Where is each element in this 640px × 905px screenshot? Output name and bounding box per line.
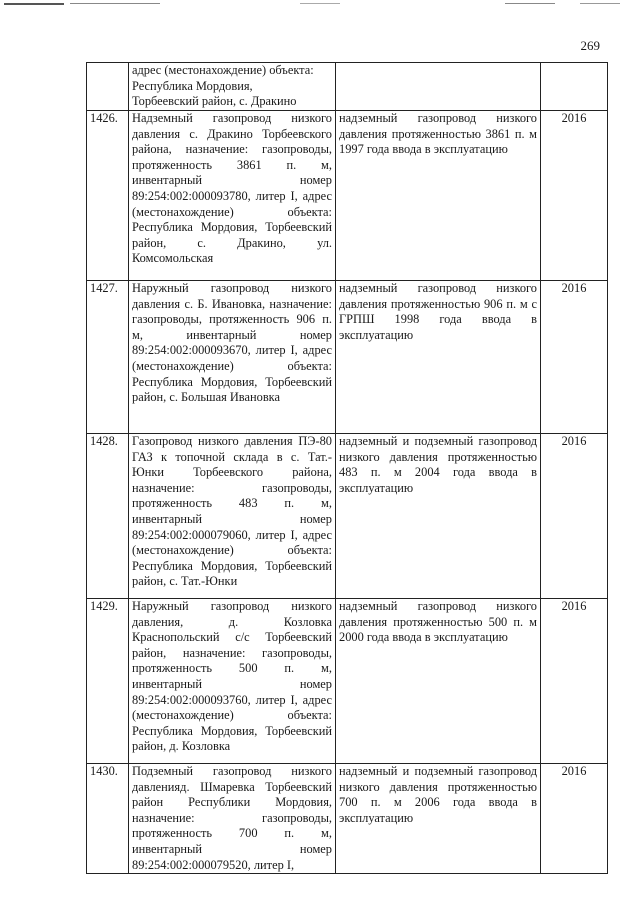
row-number: 1426. <box>87 111 129 281</box>
property-registry-table <box>86 62 608 874</box>
object-description: надземный и подземный газопровод низкого давления протяженностью 700 п. м 2006 года ввода в эксплуатацию <box>336 764 541 874</box>
table-row-continuation <box>87 63 608 111</box>
table-row <box>87 434 608 599</box>
page-number: 269 <box>580 38 600 53</box>
table-row <box>87 599 608 764</box>
object-description: надземный газопровод низкого давления протяженностью 500 п. м 2000 года ввода в эксплуатацию <box>336 599 541 764</box>
object-year: 2016 <box>541 111 608 281</box>
object-year <box>541 63 608 111</box>
object-year: 2016 <box>541 599 608 764</box>
row-number: 1428. <box>87 434 129 599</box>
object-year: 2016 <box>541 434 608 599</box>
object-name: адрес (местонахождение) объекта: Республика Мордовия, Торбеевский район, с. Дракино <box>129 63 336 111</box>
object-name: Наружный газопровод низкого давления с. Б. Ивановка, назначение: газопроводы, протяженность 906 п. м, инвентарный номер 89:254:002:000093670, литер I, адрес (местонахождение) объекта: Республика Мордовия, Торбеевский район, с. Большая Ивановка <box>129 281 336 434</box>
object-year: 2016 <box>541 281 608 434</box>
row-number: 1430. <box>87 764 129 874</box>
object-name: Газопровод низкого давления ПЭ-80 ГАЗ к топочной склада в с. Тат.-Юнки Торбеевского района, назначение: газопроводы, протяженность 483 п. м, инвентарный номер 89:254:002:000079060, литер I, адрес (местонахождение) объекта: Республика Мордовия, Торбеевский район, с. Тат.-Юнки <box>129 434 336 599</box>
row-number: 1429. <box>87 599 129 764</box>
object-description <box>336 63 541 111</box>
object-description: надземный и подземный газопровод низкого давления протяженностью 483 п. м 2004 года ввода в эксплуатацию <box>336 434 541 599</box>
object-description: надземный газопровод низкого давления протяженностью 906 п. м с ГРПШ 1998 года ввода в эксплуатацию <box>336 281 541 434</box>
object-year: 2016 <box>541 764 608 874</box>
row-number <box>87 63 129 111</box>
object-name: Надземный газопровод низкого давления с. Дракино Торбеевского района, назначение: газопроводы, протяженность 3861 п. м, инвентарный номер 89:254:002:000093780, литер I, адрес (местонахождение) объекта: Республика Мордовия, Торбеевский район, с. Дракино, ул. Комсомольская <box>129 111 336 281</box>
scan-artifact-strip <box>0 0 640 14</box>
table-row <box>87 111 608 281</box>
object-description: надземный газопровод низкого давления протяженностью 3861 п. м 1997 года ввода в эксплуатацию <box>336 111 541 281</box>
table-row <box>87 281 608 434</box>
table-row <box>87 764 608 874</box>
row-number: 1427. <box>87 281 129 434</box>
object-name: Наружный газопровод низкого давления, д. Козловка Краснопольский с/с Торбеевский район, назначение: газопроводы, протяженность 500 п. м, инвентарный номер 89:254:002:000093760, литер I, адрес (местонахождение) объекта: Республика Мордовия, Торбеевский район, д. Козловка <box>129 599 336 764</box>
object-name: Подземный газопровод низкого давленияд. Шмаревка Торбеевский район Республики Мордовия, назначение: газопроводы, протяженность 700 п. м, инвентарный номер 89:254:002:000079520, литер I, <box>129 764 336 874</box>
